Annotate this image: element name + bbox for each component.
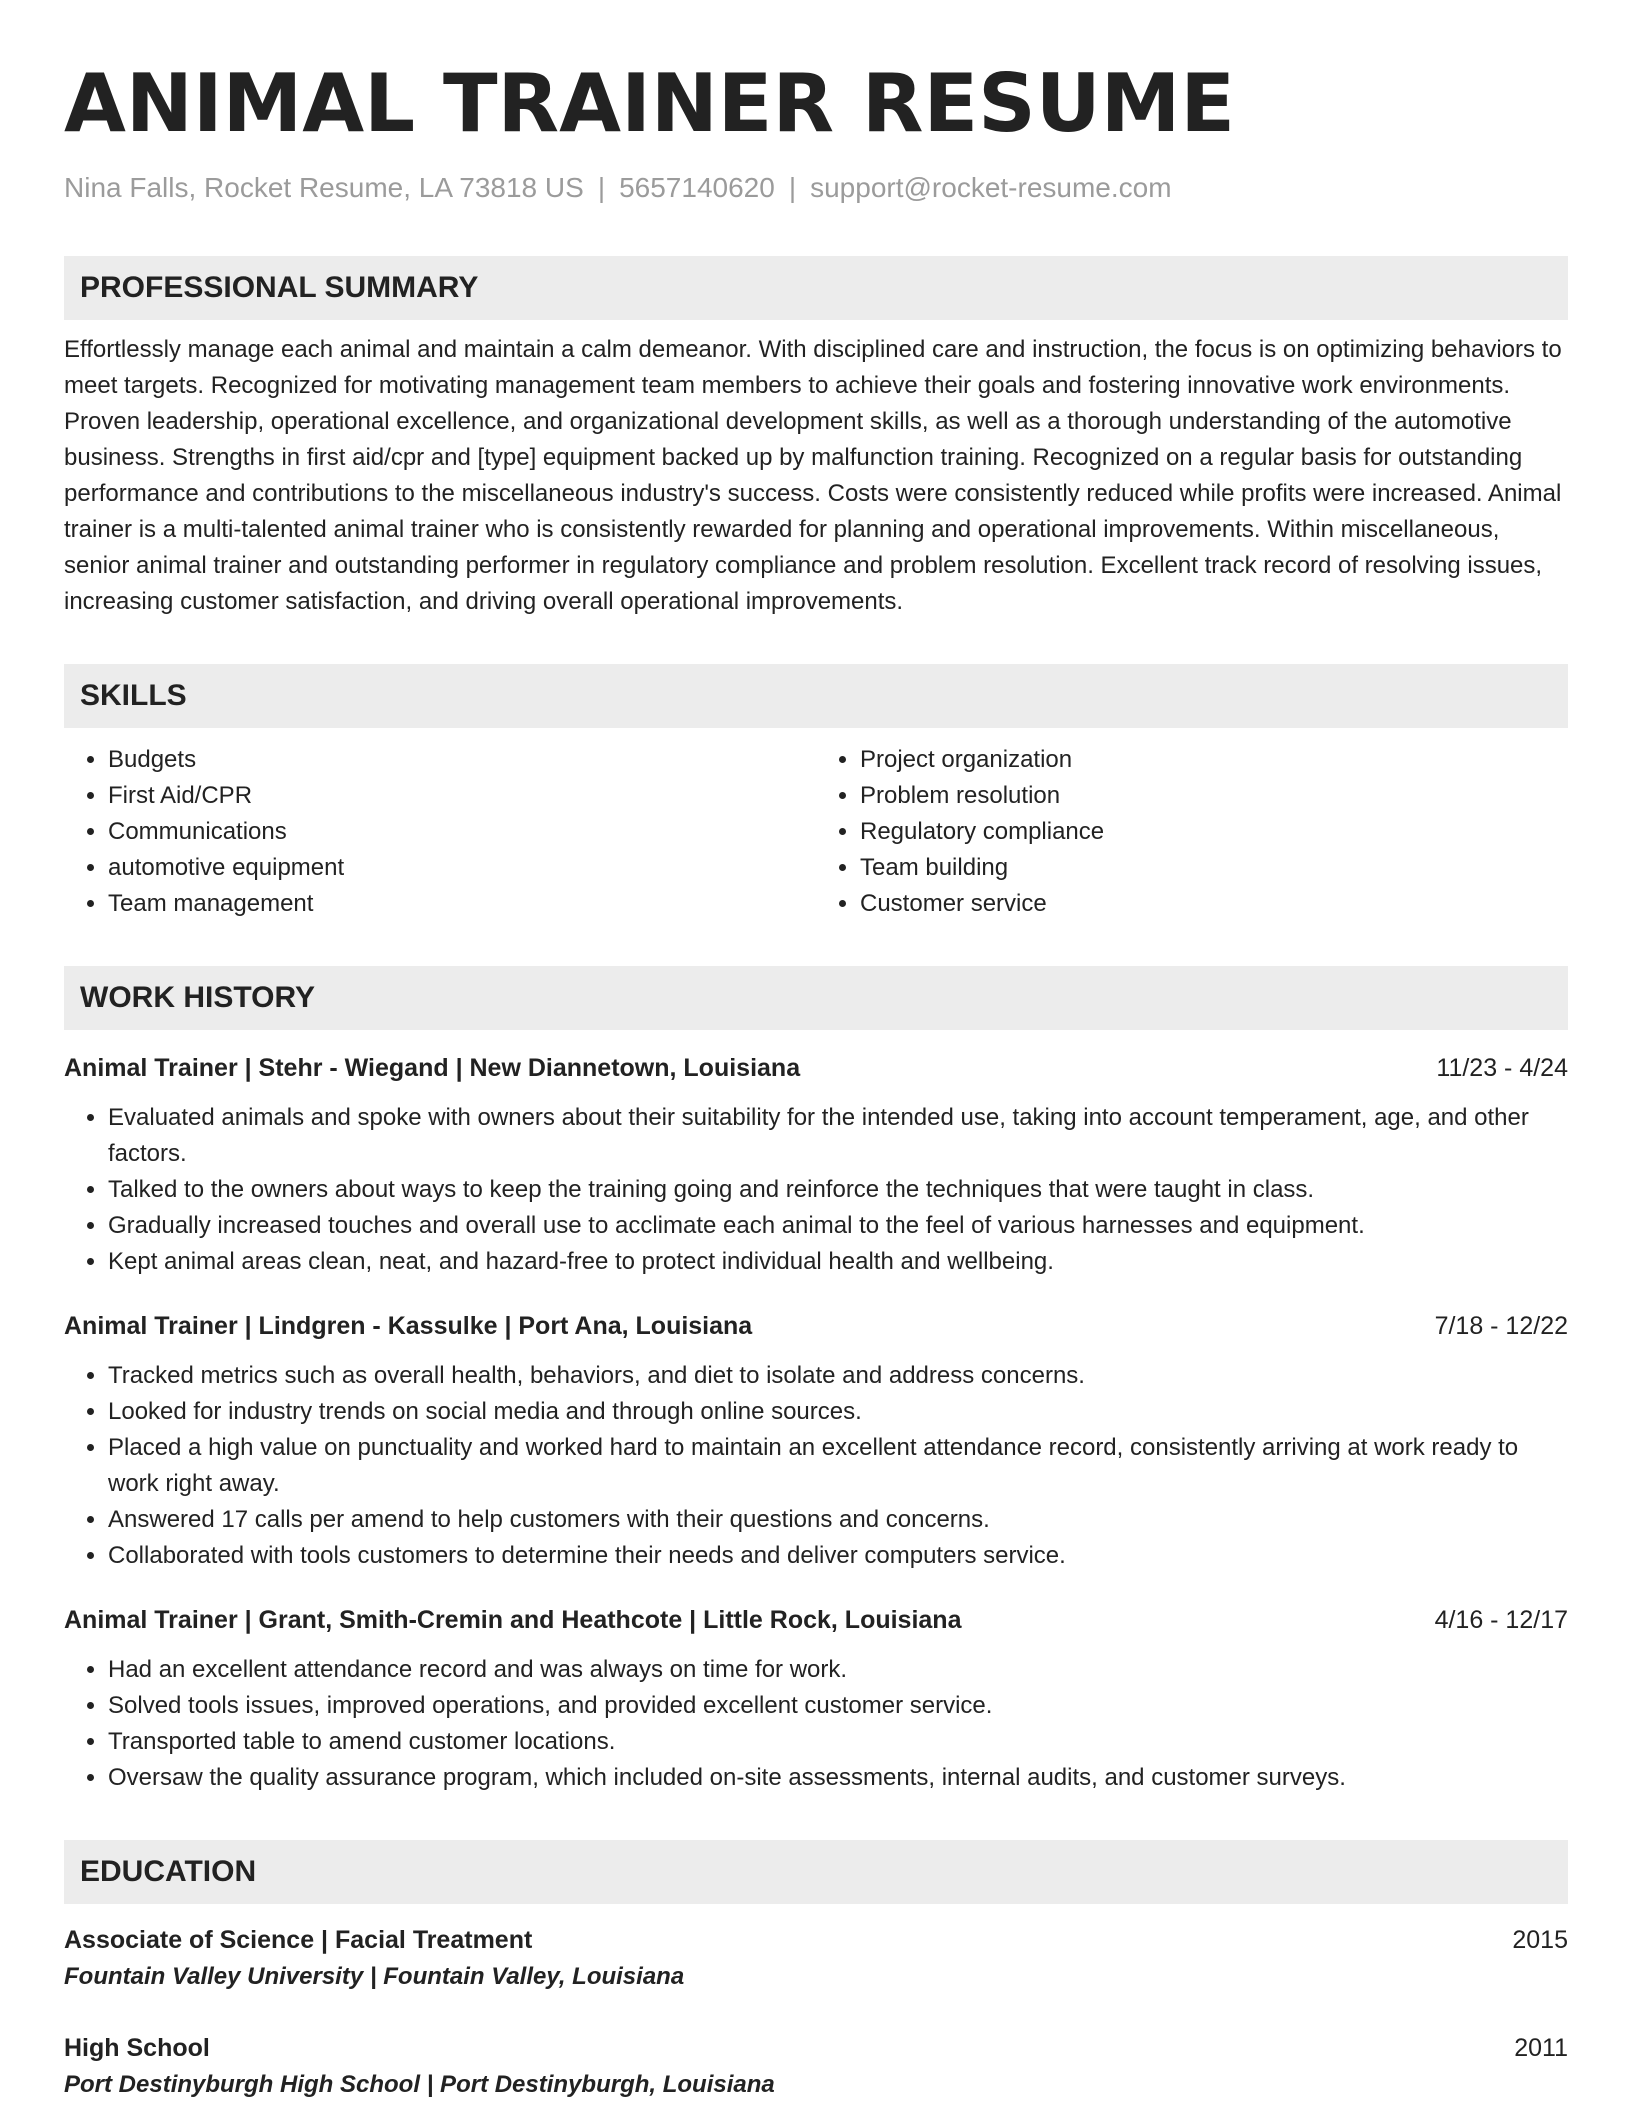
job-title: Animal Trainer | Grant, Smith-Cremin and Heathcote | Little Rock, Louisiana [64,1606,962,1634]
job-dates: 11/23 - 4/24 [1436,1054,1568,1082]
skill-item: • Problem resolution [860,778,1568,814]
skill-item: • Team management [108,886,816,922]
education-year: 2011 [1514,2034,1568,2062]
skill-item: • Budgets [108,742,816,778]
contact-line [64,170,1568,206]
education-heading [64,1922,1568,1958]
skill-item: • Project organization [860,742,1568,778]
contact-separator: | [597,172,606,203]
education-year: 2015 [1512,1926,1568,1954]
skills-column-left [64,742,816,922]
skill-item: • Team building [860,850,1568,886]
section-header-summary: PROFESSIONAL SUMMARY [64,256,1568,320]
job-bullet: • Oversaw the quality assurance program, which included on-site assessments, internal audits, and customer surveys. [108,1760,1568,1796]
skill-item: • Communications [108,814,816,850]
contact-phone: 5657140620 [619,172,775,203]
job-dates: 7/18 - 12/22 [1434,1312,1568,1340]
job-bullets [64,1358,1568,1574]
skill-item: • First Aid/CPR [108,778,816,814]
job-bullets [64,1100,1568,1280]
skills-column-right [816,742,1568,922]
education-degree: Associate of Science | Facial Treatment [64,1926,533,1954]
job-heading [64,1308,1568,1344]
contact-separator: | [788,172,797,203]
resume-title: ANIMAL TRAINER RESUME [64,57,1235,150]
section-header-skills: SKILLS [64,664,1568,728]
skill-item: • Regulatory compliance [860,814,1568,850]
job-entry [64,1602,1568,1796]
skill-item: • automotive equipment [108,850,816,886]
job-bullet: • Transported table to amend customer locations. [108,1724,1568,1760]
job-bullet: • Placed a high value on punctuality and worked hard to maintain an excellent attendance record, consistently arriving at work ready to work right away. [108,1430,1568,1502]
job-bullet: • Solved tools issues, improved operations, and provided excellent customer service. [108,1688,1568,1724]
job-bullet: • Kept animal areas clean, neat, and hazard-free to protect individual health and wellbeing. [108,1244,1568,1280]
job-bullet: • Tracked metrics such as overall health, behaviors, and diet to isolate and address concerns. [108,1358,1568,1394]
section-header-education: EDUCATION [64,1840,1568,1904]
job-title: Animal Trainer | Lindgren - Kassulke | Port Ana, Louisiana [64,1312,753,1340]
section-header-work: WORK HISTORY [64,966,1568,1030]
job-bullet: • Evaluated animals and spoke with owners about their suitability for the intended use, taking into account temperament, age, and other factors. [108,1100,1568,1172]
skill-item: • Customer service [860,886,1568,922]
education-entry [64,1922,1568,1996]
education-degree: High School [64,2034,210,2062]
job-title: Animal Trainer | Stehr - Wiegand | New Diannetown, Louisiana [64,1054,801,1082]
education-school: Fountain Valley University | Fountain Valley, Louisiana [64,1963,685,1990]
job-bullets [64,1652,1568,1796]
education-entry [64,2030,1568,2104]
summary-text: Effortlessly manage each animal and maintain a calm demeanor. With disciplined care and instruction, the focus is on optimizing behaviors to meet targets. Recognized for motivating management team members to achieve their goals and fostering innovative work environments. Proven leadership, operational excellence, and organizational development skills, as well as a thorough understanding of the automotive business. Strengths in first aid/cpr and [type] equipment backed up by malfunction training. Recognized on a regular basis for outstanding performance and contributions to the miscellaneous industry's success. Costs were consistently reduced while profits were increased. Animal trainer is a multi-talented animal trainer who is consistently rewarded for planning and operational improvements. Within miscellaneous, senior animal trainer and outstanding performer in regulatory compliance and problem resolution. Excellent track record of resolving issues, increasing customer satisfaction, and driving overall operational improvements. [64,336,1562,615]
job-bullet: • Gradually increased touches and overall use to acclimate each animal to the feel of various harnesses and equipment. [108,1208,1568,1244]
job-entry [64,1050,1568,1280]
skills-list [64,742,1568,922]
contact-address: Nina Falls, Rocket Resume, LA 73818 US [64,172,584,203]
job-bullet: • Looked for industry trends on social media and through online sources. [108,1394,1568,1430]
job-bullet: • Had an excellent attendance record and was always on time for work. [108,1652,1568,1688]
job-bullet: • Answered 17 calls per amend to help customers with their questions and concerns. [108,1502,1568,1538]
education-school: Port Destinyburgh High School | Port Destinyburgh, Louisiana [64,2071,775,2098]
job-entry [64,1308,1568,1574]
job-bullet: • Talked to the owners about ways to keep the training going and reinforce the techniques that were taught in class. [108,1172,1568,1208]
education-heading [64,2030,1568,2066]
job-heading [64,1602,1568,1638]
job-dates: 4/16 - 12/17 [1434,1606,1568,1634]
job-bullet: • Collaborated with tools customers to determine their needs and deliver computers service. [108,1538,1568,1574]
contact-email: support@rocket-resume.com [810,172,1172,203]
job-heading [64,1050,1568,1086]
